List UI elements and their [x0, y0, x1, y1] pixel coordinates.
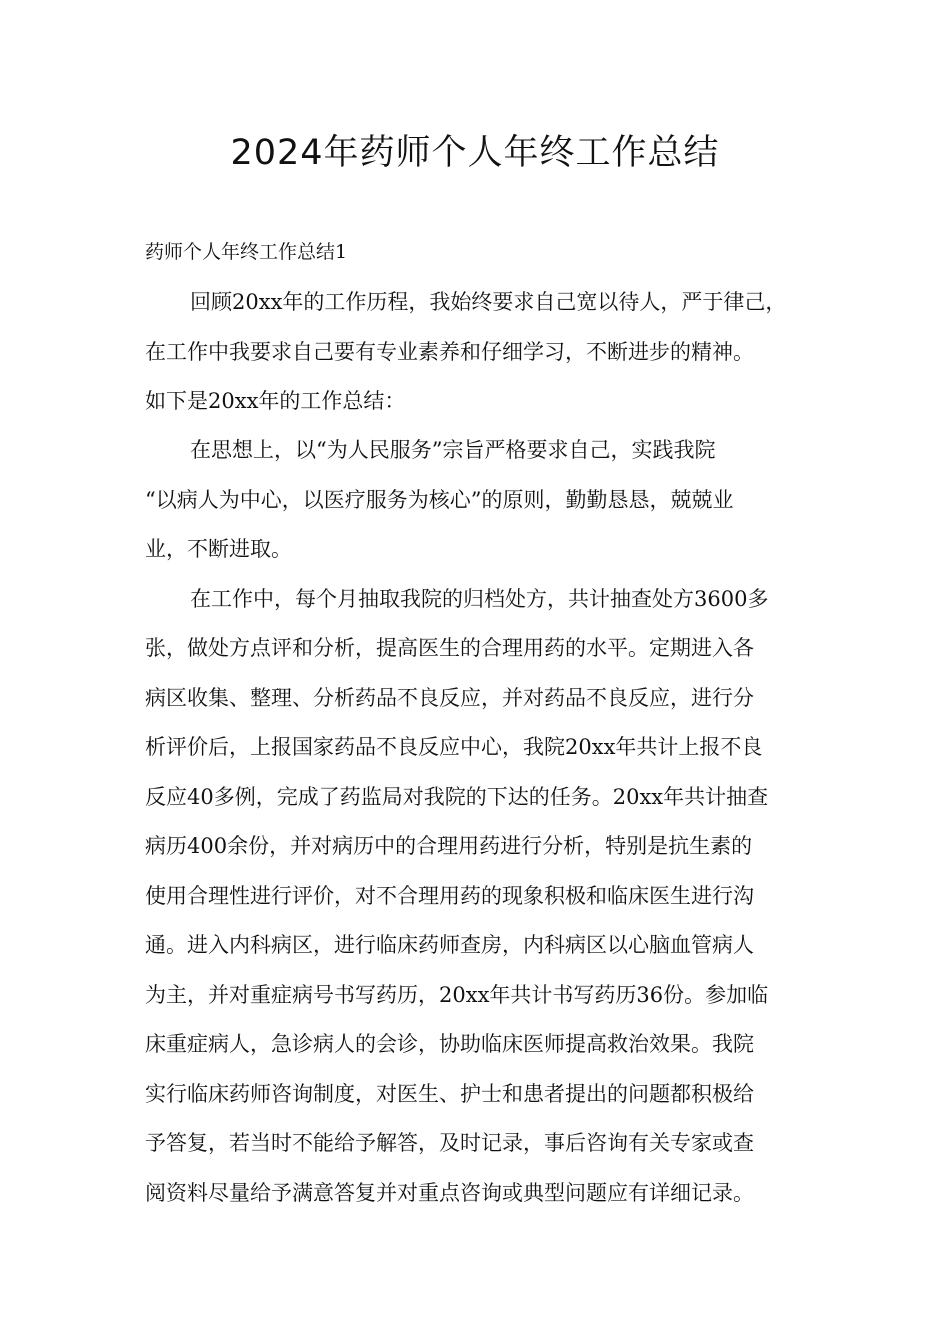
- paragraph-3-line-12: 予答复，若当时不能给予解答，及时记录，事后咨询有关专家或查: [145, 1131, 754, 1155]
- paragraph-3-line-10: 床重症病人，急诊病人的会诊，协助临床医师提高救治效果。我院: [145, 1032, 754, 1056]
- paragraph-3-line-4: 析评价后，上报国家药品不良反应中心，我院20xx年共计上报不良: [145, 735, 763, 759]
- paragraph-1-line-1: 回顾20xx年的工作历程，我始终要求自己宽以待人，严于律己，: [190, 290, 787, 314]
- paragraph-3-line-6: 病历400余份，并对病历中的合理用药进行分析，特别是抗生素的: [145, 834, 753, 858]
- paragraph-3-line-13: 阅资料尽量给予满意答复并对重点咨询或典型问题应有详细记录。: [145, 1181, 754, 1205]
- paragraph-3-line-3: 病区收集、整理、分析药品不良反应，并对药品不良反应，进行分: [145, 686, 754, 710]
- document-title: 2024年药师个人年终工作总结: [230, 133, 720, 173]
- paragraph-2-line-2: “以病人为中心，以医疗服务为核心”的原则，勤勤恳恳，兢兢业: [145, 488, 734, 512]
- paragraph-1-line-2: 在工作中我要求自己要有专业素养和仔细学习，不断进步的精神。: [145, 340, 754, 364]
- paragraph-3-line-1: 在工作中，每个月抽取我院的归档处方，共计抽查处方3600多: [190, 587, 769, 611]
- paragraph-2-line-1: 在思想上，以“为人民服务”宗旨严格要求自己，实践我院: [190, 438, 716, 462]
- paragraph-3-line-11: 实行临床药师咨询制度，对医生、护士和患者提出的问题都积极给: [145, 1082, 754, 1106]
- paragraph-3-line-2: 张，做处方点评和分析，提高医生的合理用药的水平。定期进入各: [145, 636, 754, 660]
- section-heading: 药师个人年终工作总结1: [145, 241, 348, 263]
- paragraph-3-line-8: 通。进入内科病区，进行临床药师查房，内科病区以心脑血管病人: [145, 933, 754, 957]
- paragraph-3-line-7: 使用合理性进行评价，对不合理用药的现象积极和临床医生进行沟: [145, 884, 754, 908]
- paragraph-3-line-5: 反应40多例，完成了药监局对我院的下达的任务。20xx年共计抽查: [145, 785, 769, 809]
- paragraph-2-line-3: 业，不断进取。: [145, 537, 292, 561]
- paragraph-1-line-3: 如下是20xx年的工作总结：: [145, 389, 406, 413]
- paragraph-3-line-9: 为主，并对重症病号书写药历，20xx年共计书写药历36份。参加临: [145, 983, 769, 1007]
